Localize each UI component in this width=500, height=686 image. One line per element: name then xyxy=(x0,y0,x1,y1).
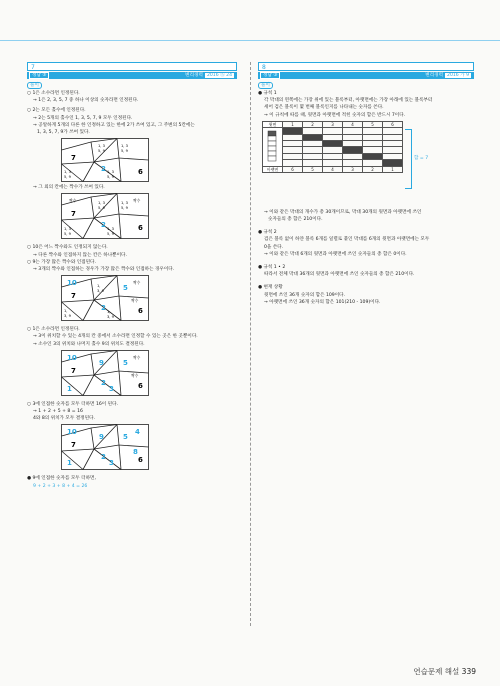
table-footer-cell: 아랫면 xyxy=(263,166,283,172)
cell-label: 3, 9 xyxy=(107,315,114,320)
sum-bracket xyxy=(405,129,412,189)
text-line: ○ 9는 가장 많은 짝수와 인접된다. xyxy=(27,259,96,265)
table-header-cell: 2 xyxy=(303,121,323,127)
cell-label: 7 xyxy=(71,441,76,450)
source-label: 변리경력 xyxy=(425,73,444,78)
answer-value: ⑤ xyxy=(42,73,47,78)
source-ref xyxy=(185,72,234,79)
cell-label: 1, 3 xyxy=(121,144,128,149)
cell-label: 2 xyxy=(101,378,106,387)
text-line: ○ 1은 소수라면 인정된다. xyxy=(27,91,80,96)
answer-label: 정답 xyxy=(32,73,41,78)
text-line: → 이와 같은 막대 6개의 윗면과 아랫면에 쓰인 숫자들의 총 합은 0이다. xyxy=(264,251,407,257)
table-footer-cell: 2 xyxy=(363,166,383,172)
cell-label: 5, 9 xyxy=(121,149,128,154)
puzzle-figure-d xyxy=(61,350,149,396)
cell-label: 5, 9 xyxy=(121,206,128,211)
answer-label: 정답 xyxy=(263,73,272,78)
cell-label: 5 xyxy=(123,433,128,442)
puzzle-figure-b xyxy=(61,193,149,239)
cell-label: 2 xyxy=(101,221,106,230)
table-header-cell: 6 xyxy=(383,121,403,127)
text-line: 9 + 2 + 3 + 8 + 4 = 26 xyxy=(33,483,88,489)
cell-label: 1, 3 xyxy=(121,201,128,206)
cell-label: 6 xyxy=(138,224,143,233)
text-line: 세어 검은 블록이 몇 번째 블록인지를 나타내는 숫자를 쓴다. xyxy=(264,105,384,111)
text-line: → 아랫면에 쓰인 36개 숫자의 합은 101(210 - 109)이다. xyxy=(264,299,381,305)
cell-label: 1 xyxy=(67,459,72,468)
cell-label: 1, 3 xyxy=(98,144,105,149)
answer-tag xyxy=(260,72,280,79)
cell-label: 짝수 xyxy=(133,280,141,286)
cell-label: 2 xyxy=(101,304,106,313)
text-line: 0을 쓴다. xyxy=(264,244,284,250)
top-rule xyxy=(0,40,500,41)
text-line: 윗면에 쓰인 36개 숫자의 합은 109이다. xyxy=(264,292,346,298)
cell-label: 3, 9 xyxy=(64,314,71,319)
cell-label: 7 xyxy=(71,210,76,219)
cell-label: 3 xyxy=(109,459,114,468)
cell-label: 6 xyxy=(138,456,143,465)
text-line: → 소수인 3의 위치와 나머지 홀수 9의 위치도 결정된다. xyxy=(33,341,145,347)
page-footer xyxy=(413,666,476,677)
text-line: ● 규칙 2 xyxy=(258,230,277,236)
text-line: ● 규칙 1 xyxy=(258,91,277,96)
solution-label: 풀이 xyxy=(258,82,273,89)
text-line: → 그 외의 칸에는 짝수가 쓰여 있다. xyxy=(33,185,105,191)
cell-label: 3, 9 xyxy=(97,289,104,294)
cell-label: 5 xyxy=(123,358,128,367)
cell-label: 2 xyxy=(101,453,106,462)
text-line xyxy=(258,209,474,216)
page-number: 339 xyxy=(461,667,476,676)
text-line: ● 규칙 1 • 2 xyxy=(258,265,286,271)
cell-label: 1, 3 xyxy=(64,170,71,175)
cell-label: 짝수 xyxy=(131,298,139,304)
question-number: 7 xyxy=(27,62,237,71)
cell-label: 7 xyxy=(71,292,76,301)
table-footer-cell: 4 xyxy=(323,166,343,172)
answer-bar xyxy=(27,72,237,79)
cell-label: 1, xyxy=(107,310,111,315)
block-diagram xyxy=(258,121,474,209)
text-line: 4와 8의 위치가 모두 결정된다. xyxy=(33,416,95,422)
cell-label: 1, 3 xyxy=(107,227,114,232)
footer-label: 연습문제 해설 xyxy=(413,667,460,676)
sum-label: 합 = 7 xyxy=(414,155,429,161)
text-line: 1, 3, 5, 7, 9가 쓰여 있다. xyxy=(37,130,90,136)
cell-label: 5, 9 xyxy=(64,175,71,180)
cell-label: 7 xyxy=(71,366,76,375)
cell-label: 6 xyxy=(138,307,143,316)
table-header-cell: 3 xyxy=(323,121,343,127)
text-line: → 3개의 짝수와 인접하는 경우가 가장 많은 짝수와 인접하는 경우이다. xyxy=(33,267,175,273)
cell-label: 5, 9 xyxy=(98,149,105,154)
text-line: ○ 2는 모든 홀수에 인정된다. xyxy=(27,108,86,114)
cell-label: 1, xyxy=(97,284,101,289)
cell-label: 8 xyxy=(133,448,138,457)
block-table xyxy=(262,121,403,173)
cell-label: 짝수 xyxy=(133,354,141,360)
text-line: ○ 3에 인접한 숫자를 모두 더하면 16이 된다. xyxy=(27,401,119,407)
text-line: → 다른 짝수와 인접하지 않는 칸은 하나뿐이다. xyxy=(33,252,127,258)
cell-label: 2 xyxy=(101,165,106,174)
left-column xyxy=(27,62,237,490)
cell-label: 5, 9 xyxy=(107,175,114,180)
cell-label: 5 xyxy=(123,284,128,293)
table-footer-cell: 6 xyxy=(283,166,303,172)
text-line xyxy=(258,216,474,223)
cell-label: 9 xyxy=(99,358,104,367)
cell-label: 짝수 xyxy=(131,372,139,378)
text-line: → 3이 위치할 수 있는 4개의 칸 중에서 소수라면 인정할 수 있는 곳은 한 곳뿐이다. xyxy=(33,334,198,340)
table-footer-cell: 1 xyxy=(383,166,403,172)
source-value: 2016 가 9 xyxy=(447,73,469,78)
cell-label: 1, xyxy=(64,309,68,314)
right-column xyxy=(258,62,474,306)
solution-label: 풀이 xyxy=(27,82,42,89)
cell-label: 5, 9 xyxy=(98,206,105,211)
text-line: → 2는 5개의 홀수인 1, 3, 5, 7, 9 모두 인정된다. xyxy=(33,115,133,121)
table-footer-cell: 5 xyxy=(303,166,323,172)
puzzle-figure-a xyxy=(61,138,149,182)
answer-tag xyxy=(29,72,49,79)
cell-label: 9 xyxy=(99,433,104,442)
text-line: → 이 규칙에 따를 때, 윗면과 아랫면에 적힌 숫자의 합은 반드시 7이다. xyxy=(264,112,406,118)
table-header-cell: 4 xyxy=(343,121,363,127)
cell-label: 6 xyxy=(138,381,143,390)
cell-label: 짝수 xyxy=(69,198,77,204)
text-segment: 숫자들의 총 합은 210이다. xyxy=(268,217,323,223)
cell-label: 3 xyxy=(109,384,114,393)
puzzle-figure-e xyxy=(61,424,149,470)
puzzle-figure-c xyxy=(61,275,149,321)
text-line: → 공알하게 5개의 다른 한 인정하고 있는 한에 2가 쓰여 있고, 그 주변의 5칸에는 xyxy=(33,122,195,128)
cell-label: 10 xyxy=(67,428,77,437)
text-line: ○ 1은 소수라면 인정된다. xyxy=(27,327,80,333)
text-line: → 1 + 2 + 5 + 8 = 16 xyxy=(33,409,83,415)
text-line: 검은 블록 없이 하얀 블록 6개를 일렬로 붙인 막대를 6개의 윗면과 아랫면에는 모두 xyxy=(264,237,430,243)
cell-label: 6 xyxy=(138,168,143,177)
text-segment: → 이와 같은 막대의 개수가 총 30개이므로, 막대 30개의 윗면과 아랫면에 쓰인 xyxy=(264,209,422,215)
cell-label: 5, 9 xyxy=(64,232,71,237)
source-label: 변리경력 xyxy=(185,73,203,78)
column-divider xyxy=(250,62,251,626)
cell-label: 1, 3 xyxy=(98,201,105,206)
cell-label: 짝수 xyxy=(133,198,141,204)
cell-label: 1 xyxy=(67,384,72,393)
text-line: ○ 10은 어느 짝수와도 인정되지 않는다. xyxy=(27,245,108,251)
table-footer-cell: 3 xyxy=(343,166,363,172)
table-header-cell: 윗면 xyxy=(263,121,283,127)
source-value: 2016 ⓗ 24 xyxy=(206,73,232,78)
table-header-cell: 5 xyxy=(363,121,383,127)
source-ref xyxy=(425,72,471,79)
cell-label: 5, 9 xyxy=(107,232,114,237)
text-line: ● 9에 인접한 숫자를 모두 더하면, xyxy=(27,476,96,482)
stacked-bar-icon xyxy=(263,130,282,162)
cell-label: 10 xyxy=(67,353,77,362)
answer-value: ③ xyxy=(273,73,278,78)
question-number: 8 xyxy=(258,62,474,71)
cell-label: 4 xyxy=(135,428,140,437)
table-header-cell: 1 xyxy=(283,121,303,127)
cell-label: 10 xyxy=(67,279,77,288)
cell-label: 1, 3 xyxy=(107,170,114,175)
text-line: 각 막대의 왼쪽에는 가장 위에 있는 블록부터, 아랫면에는 가장 아래에 있는 블록부터 xyxy=(264,98,433,104)
text-line: 따라서 전체 막대 36개의 윗면과 아랫면에 쓰인 숫자들의 총 합은 210이다. xyxy=(264,272,415,278)
answer-bar xyxy=(258,72,474,79)
text-line: → 1은 2, 3, 5, 7 중 하나 이상의 숫자라면 인정된다. xyxy=(33,98,139,104)
cell-label: 1, 3 xyxy=(64,227,71,232)
cell-label: 7 xyxy=(71,154,76,163)
text-line: ● 현재 상황 xyxy=(258,285,283,291)
